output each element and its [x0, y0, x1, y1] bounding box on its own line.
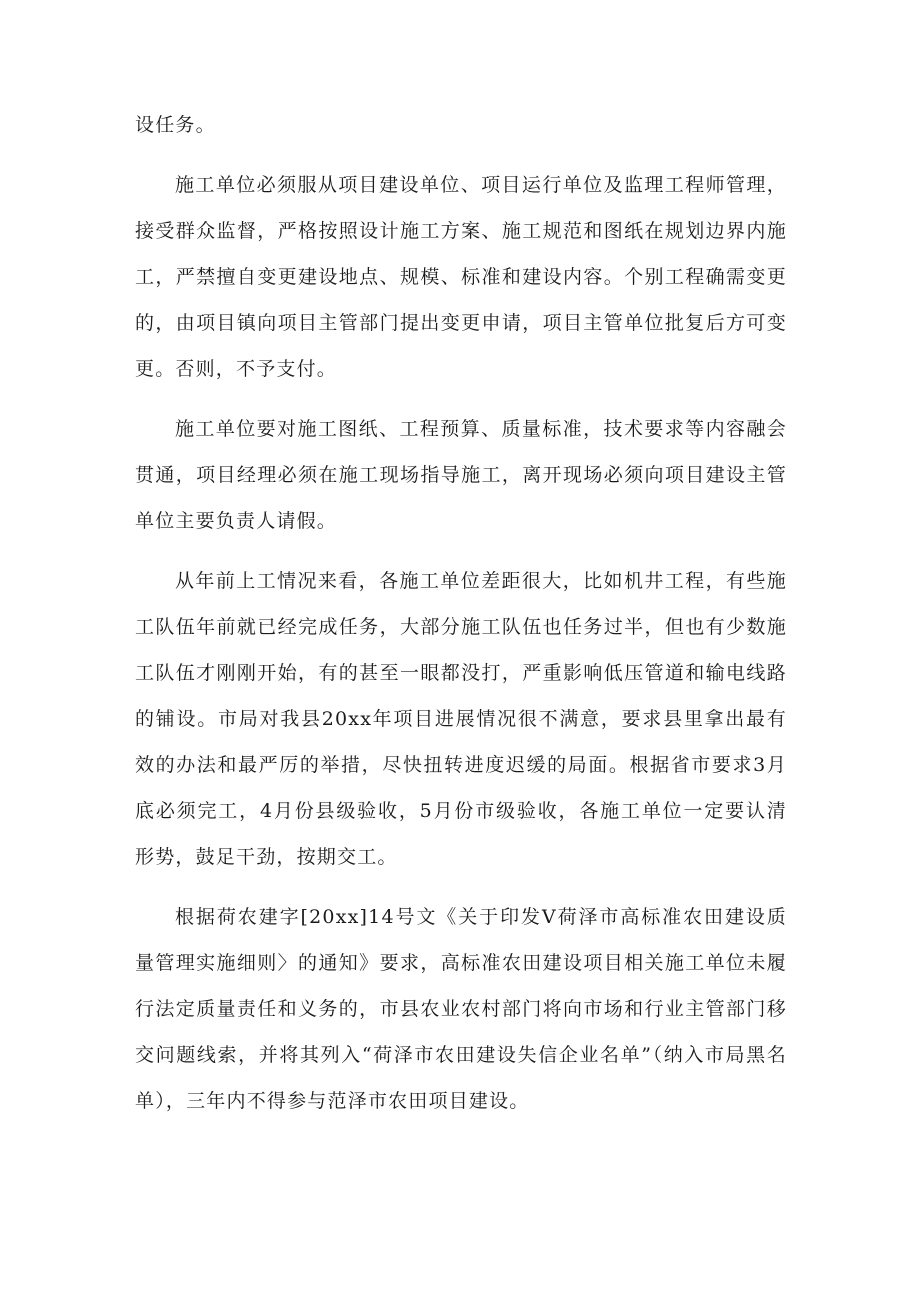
- document-body: [135, 102, 787, 1138]
- paragraph-continuation: 设任务。: [135, 114, 216, 136]
- paragraph-project-manager-duty: 施工单位要对施工图纸、工程预算、质量标准，技术要求等内容融会贯通，项目经理必须在施工现场指导施工，离开现场必须向项目建设主管单位主要负责人请假。: [135, 418, 787, 532]
- paragraph-construction-management: 施工单位必须服从项目建设单位、项目运行单位及监理工程师管理，接受群众监督，严格按照设计施工方案、施工规范和图纸在规划边界内施工，严禁擅自变更建设地点、规模、标准和建设内容。个别工程确需变更的，由项目镇向项目主管部门提出变更申请，项目主管单位批复后方可变更。否则，不予支付。: [135, 174, 787, 380]
- paragraph-quality-regulation: 根据荷农建字[20xx]14号文《关于印发Ⅴ荷泽市高标准农田建设质量管理实施细则〉的通知》要求，高标准农田建设项目相关施工单位未履行法定质量责任和义务的，市县农业农村部门将向市场和行业主管部门移交问题线索，并将其列入“荷泽市农田建设失信企业名单”（纳入市局黑名单），三年内不得参与范泽市农田项目建设。: [135, 906, 787, 1112]
- paragraph-progress-status: 从年前上工情况来看，各施工单位差距很大，比如机井工程，有些施工队伍年前就已经完成任务，大部分施工队伍也任务过半，但也有少数施工队伍才刚刚开始，有的甚至一眼都没打，严重影响低压管道和输电线路的铺设。市局对我县20xx年项目进展情况很不满意，要求县里拿出最有效的办法和最严厉的举措，尽快扭转进度迟缓的局面。根据省市要求3月底必须完工，4月份县级验收，5月份市级验收，各施工单位一定要认清形势，鼓足干劲，按期交工。: [135, 570, 787, 868]
